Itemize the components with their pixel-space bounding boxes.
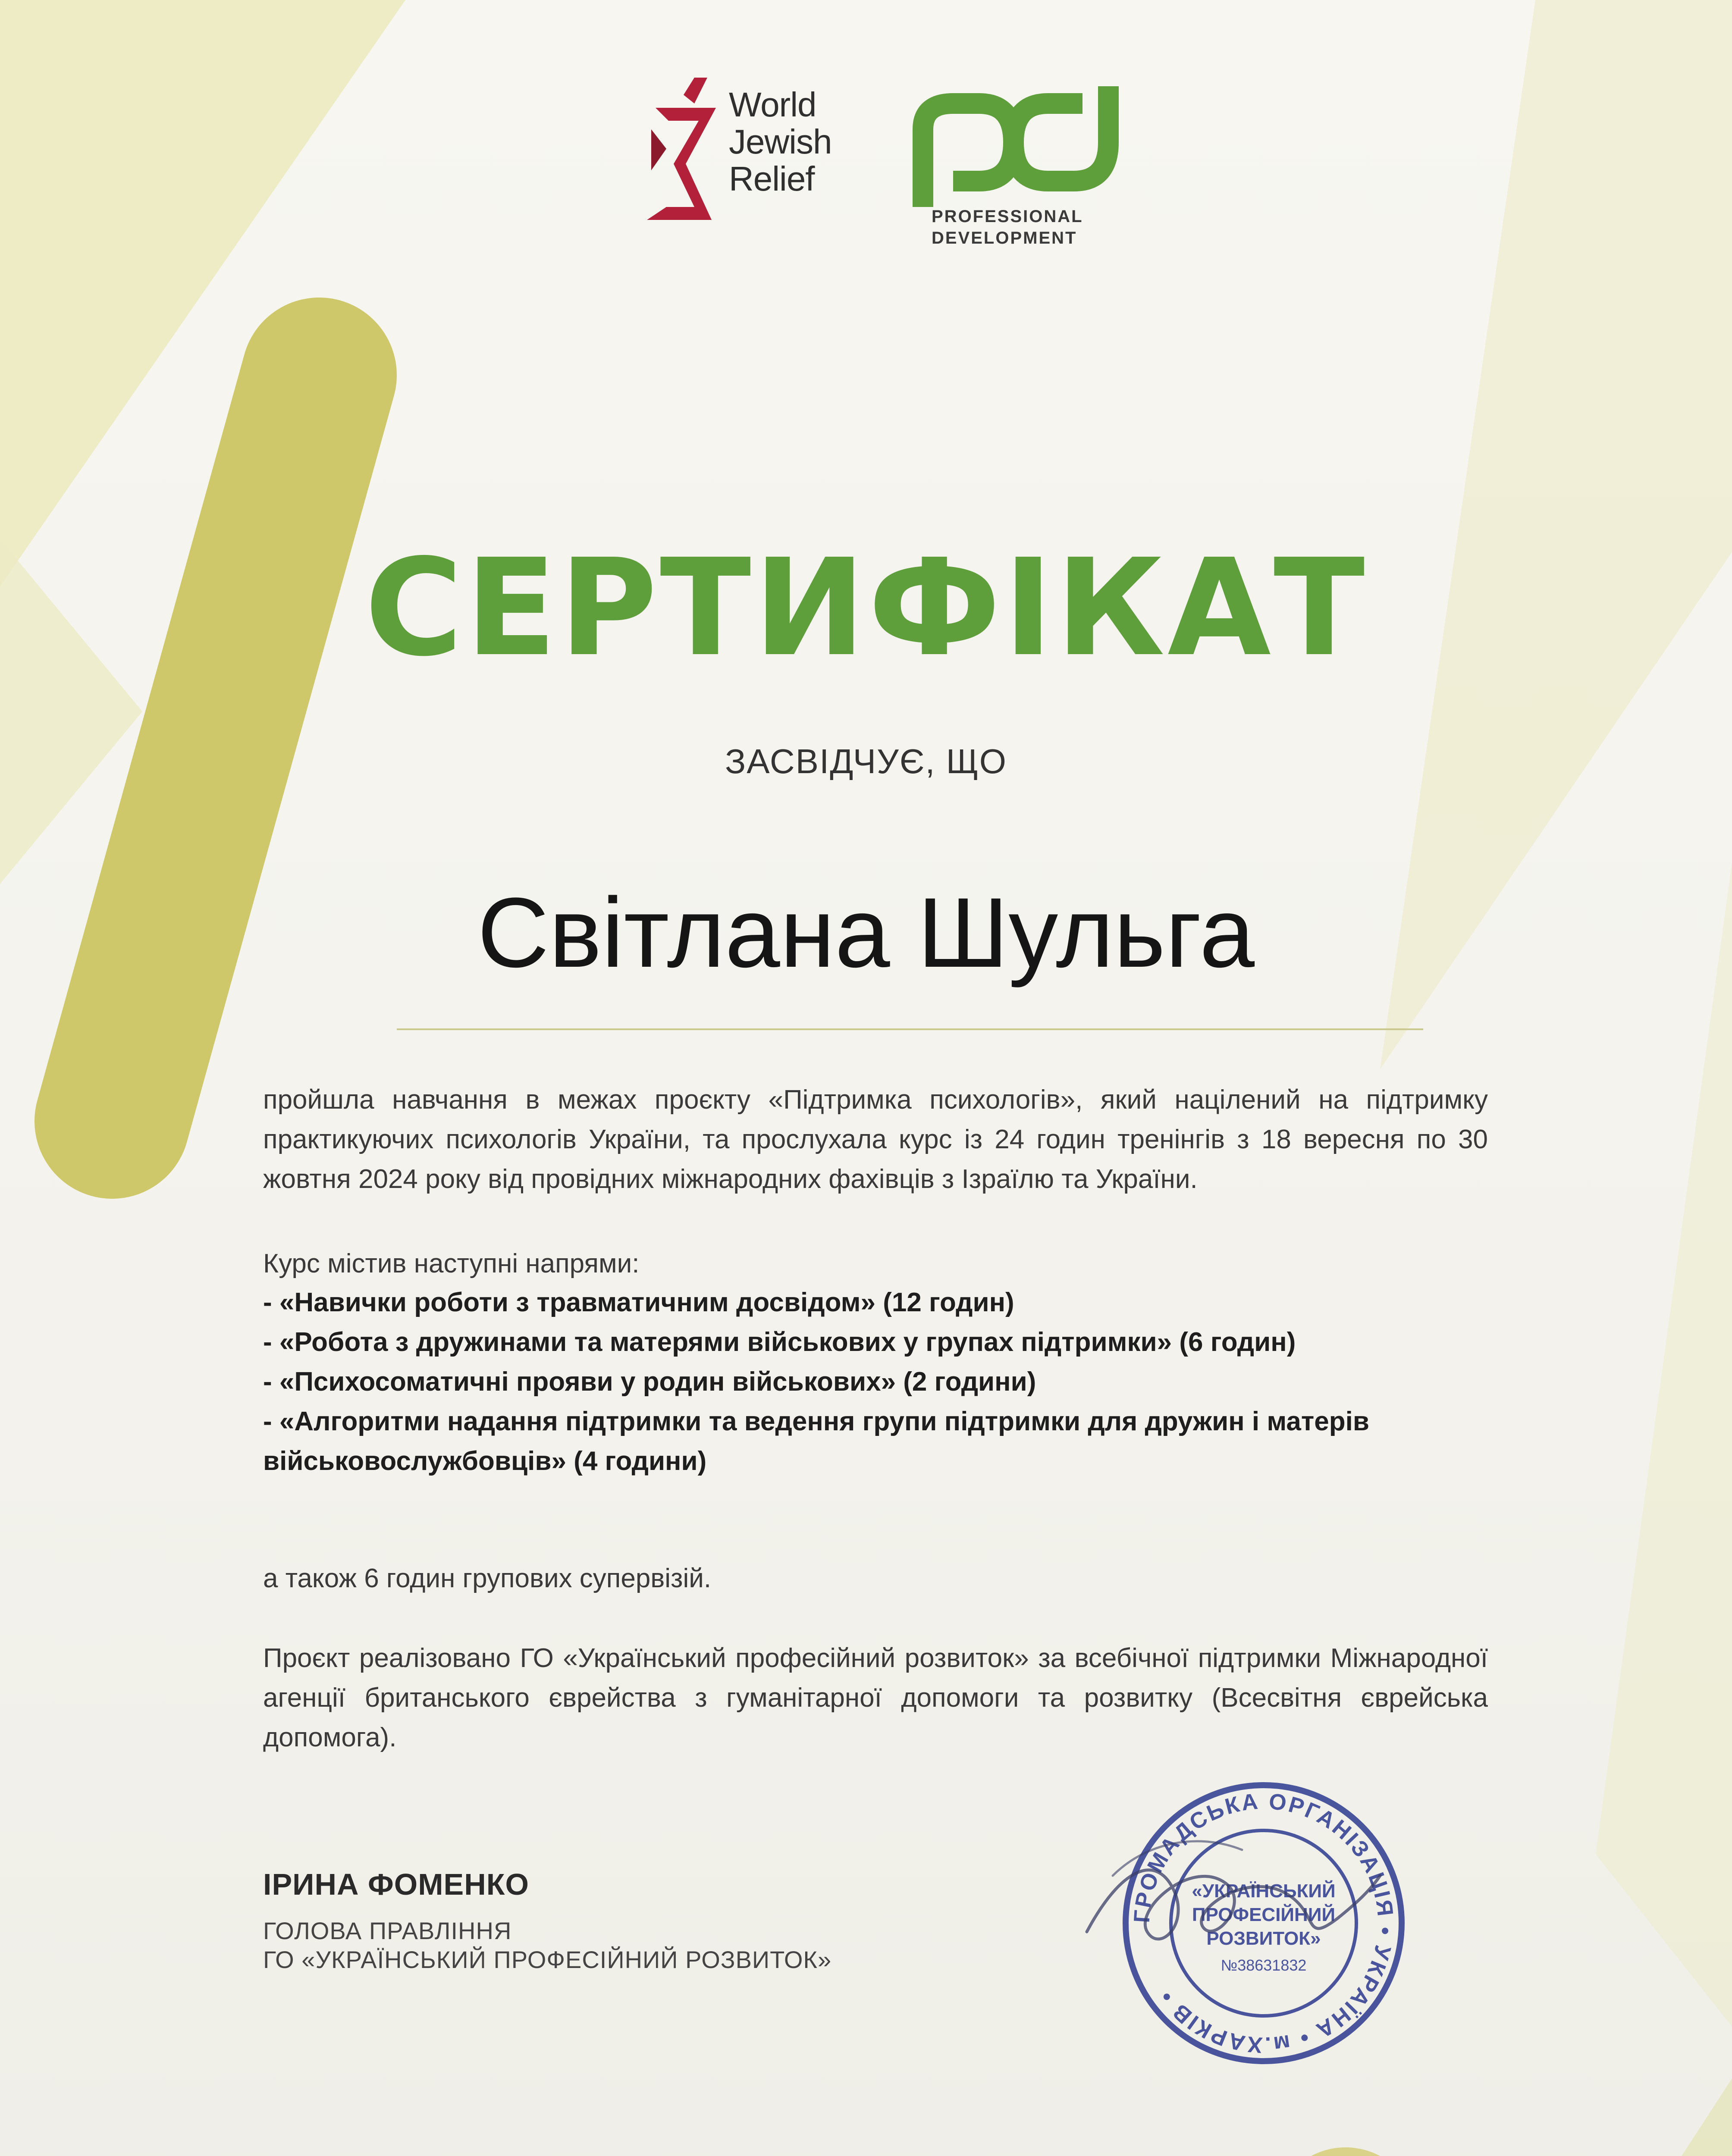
wjr-star-mark-icon <box>643 78 725 259</box>
intro-paragraph: пройшла навчання в межах проєкту «Підтримка психологів», який націлений на підтримку практикуючих психологів України, та прослухала курс із 24 годин тренінгів з 18 вересня по 30 жовтня 2024 року від провідних міжнародних фахівців з Ізраїлю та України. <box>263 1085 1488 1194</box>
wjr-line1: World <box>729 85 816 124</box>
stamp-center-line3: РОЗВИТОК» <box>1206 1928 1321 1949</box>
pd-line2: DEVELOPMENT <box>932 229 1077 248</box>
signer-name: ІРИНА ФОМЕНКО <box>263 1868 529 1901</box>
list-item: - «Робота з дружинами та матерями військових у групах підтримки» (6 годин) <box>263 1327 1296 1357</box>
name-underline <box>397 1028 1423 1030</box>
stamp-ring-text: ГРОМАДСЬКА ОРГАНІЗАЦІЯ • УКРАЇНА • м.ХАРКІВ • <box>1129 1789 1398 2058</box>
project-note: Проєкт реалізовано ГО «Український професійний розвиток» за всебічної підтримки Міжнародної агенції британського єврейства з гуманітарної допомоги та розвитку (Всесвітня єврейська допомога). <box>263 1643 1488 1752</box>
wjr-line3: Relief <box>729 160 815 198</box>
stamp-center-line2: ПРОФЕСІЙНИЙ <box>1192 1904 1336 1925</box>
recipient-name: Світлана Шульга <box>477 877 1255 988</box>
professional-development-logo <box>906 78 1130 259</box>
right-lower-band <box>1596 862 1732 2027</box>
list-item: - «Психосоматичні прояви у родин військових» (2 години) <box>263 1367 1036 1397</box>
list-item: - «Алгоритми надання підтримки та ведення групи підтримки для дружин і матерів військовослужбовців» (4 години) <box>263 1407 1369 1476</box>
certificate-title: СЕРТИФІКАТ <box>364 530 1368 686</box>
signer-title-line2: ГО «УКРАЇНСЬКИЙ ПРОФЕСІЙНИЙ РОЗВИТОК» <box>263 1946 832 1973</box>
supervision-text: а також 6 годин групових супервізій. <box>263 1564 712 1593</box>
certificate-subtitle: ЗАСВІДЧУЄ, ЩО <box>725 742 1007 780</box>
list-item: - «Навички роботи з травматичним досвідом» (12 годин) <box>263 1288 1014 1317</box>
bottom-right-band <box>1535 2078 1732 2156</box>
course-list <box>263 1283 1488 1481</box>
handwritten-signature <box>1061 1789 1389 2014</box>
stamp-center-code: №38631832 <box>1221 1956 1307 1974</box>
world-jewish-relief-logo <box>643 78 884 259</box>
wjr-line2: Jewish <box>729 122 832 161</box>
stamp-center-line1: «УКРАЇНСЬКИЙ <box>1192 1880 1336 1902</box>
signer-title-line1: ГОЛОВА ПРАВЛІННЯ <box>263 1917 512 1944</box>
course-intro: Курс містив наступні напрями: <box>263 1249 640 1279</box>
pd-line1: PROFESSIONAL <box>932 207 1083 226</box>
pd-mark-icon <box>906 78 1130 216</box>
